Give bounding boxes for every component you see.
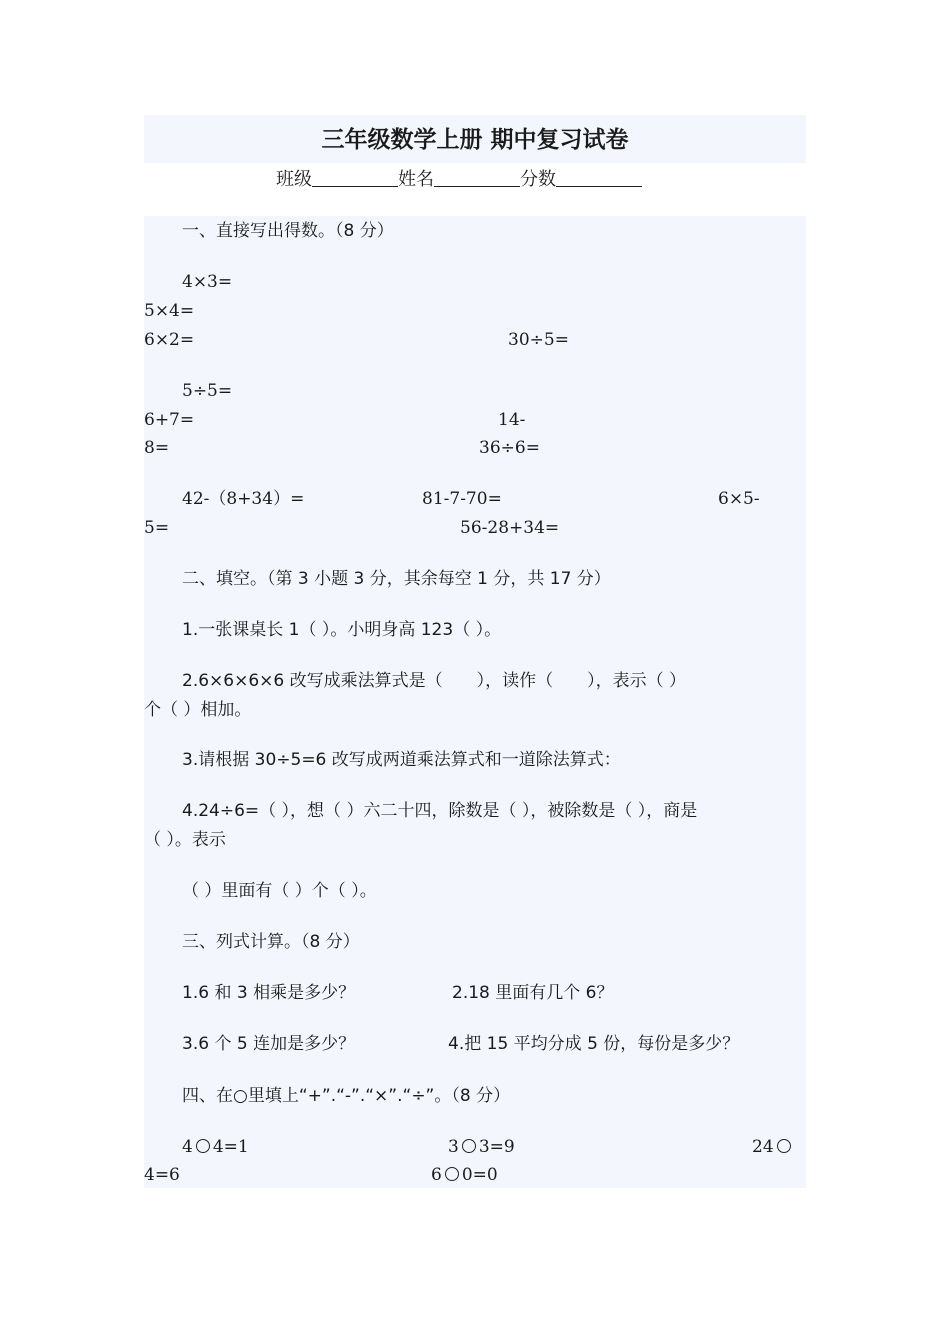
operator-problem: 4 4=1	[182, 1137, 249, 1157]
class-blank[interactable]	[312, 168, 398, 187]
problem-line: 6×2=	[144, 330, 195, 350]
operator-problem: 24	[752, 1137, 794, 1157]
fill-question: 3.请根据 30÷5=6 改写成两道乘法算式和一道除法算式：	[182, 750, 621, 770]
page-title: 三年级数学上册 期中复习试卷	[321, 127, 629, 153]
problem-line: 30÷5=	[508, 330, 569, 350]
problem-line: 56-28+34=	[460, 518, 560, 538]
circle-blank[interactable]	[196, 1139, 210, 1153]
name-label: 姓名	[398, 169, 434, 190]
problem-line: 6+7=	[144, 410, 195, 430]
operator-problem: 3 3=9	[448, 1137, 515, 1157]
problem-line: 5=	[144, 518, 170, 538]
word-problem: 4.把 15 平均分成 5 份，每份是多少？	[448, 1034, 740, 1054]
problem-line: 81-7-70=	[422, 489, 502, 509]
fill-question: 个（ ）相加。	[144, 700, 252, 720]
fill-question: 2.6×6×6×6 改写成乘法算式是（ ），读作（ ），表示（ ）	[182, 671, 687, 691]
problem-line: 5×4=	[144, 301, 195, 321]
problem-line: 36÷6=	[479, 438, 540, 458]
word-problem: 3.6 个 5 连加是多少？	[182, 1034, 356, 1054]
problem-line: 8=	[144, 438, 170, 458]
word-problem: 1.6 和 3 相乘是多少？	[182, 983, 356, 1003]
section1-heading: 一、直接写出得数。（8 分）	[182, 221, 394, 241]
fill-question: 1.一张课桌长 1（ ）。小明身高 123（ ）。	[182, 620, 502, 640]
problem-line: 5÷5=	[182, 381, 233, 401]
class-label: 班级	[276, 169, 312, 190]
fill-question: （ ）。表示	[144, 830, 226, 850]
problem-line: 42-（8+34）=	[182, 489, 305, 509]
operator-problem: 6 0=0	[431, 1165, 498, 1185]
section4-heading: 四、在○里填上“+”.“-”.“×”.“÷”。（8 分）	[182, 1086, 511, 1106]
score-label: 分数	[520, 169, 556, 190]
score-blank[interactable]	[556, 168, 642, 187]
problem-line: 4×3=	[182, 272, 233, 292]
fill-question: 4.24÷6=（ ），想（ ）六二十四，除数是（ ），被除数是（ ），商是	[182, 801, 698, 821]
circle-blank[interactable]	[445, 1167, 459, 1181]
operator-problem: 4=6	[144, 1165, 180, 1185]
problem-line: 6×5-	[718, 489, 760, 509]
name-blank[interactable]	[434, 168, 520, 187]
circle-blank[interactable]	[462, 1139, 476, 1153]
circle-blank[interactable]	[777, 1139, 791, 1153]
student-info-line	[276, 168, 642, 192]
section2-heading: 二、填空。（第 3 小题 3 分，其余每空 1 分，共 17 分）	[182, 569, 611, 589]
problem-line: 14-	[498, 410, 526, 430]
section3-heading: 三、列式计算。（8 分）	[182, 932, 360, 952]
word-problem: 2.18 里面有几个 6？	[452, 983, 614, 1003]
fill-question: （ ）里面有（ ）个（ ）。	[182, 881, 377, 901]
